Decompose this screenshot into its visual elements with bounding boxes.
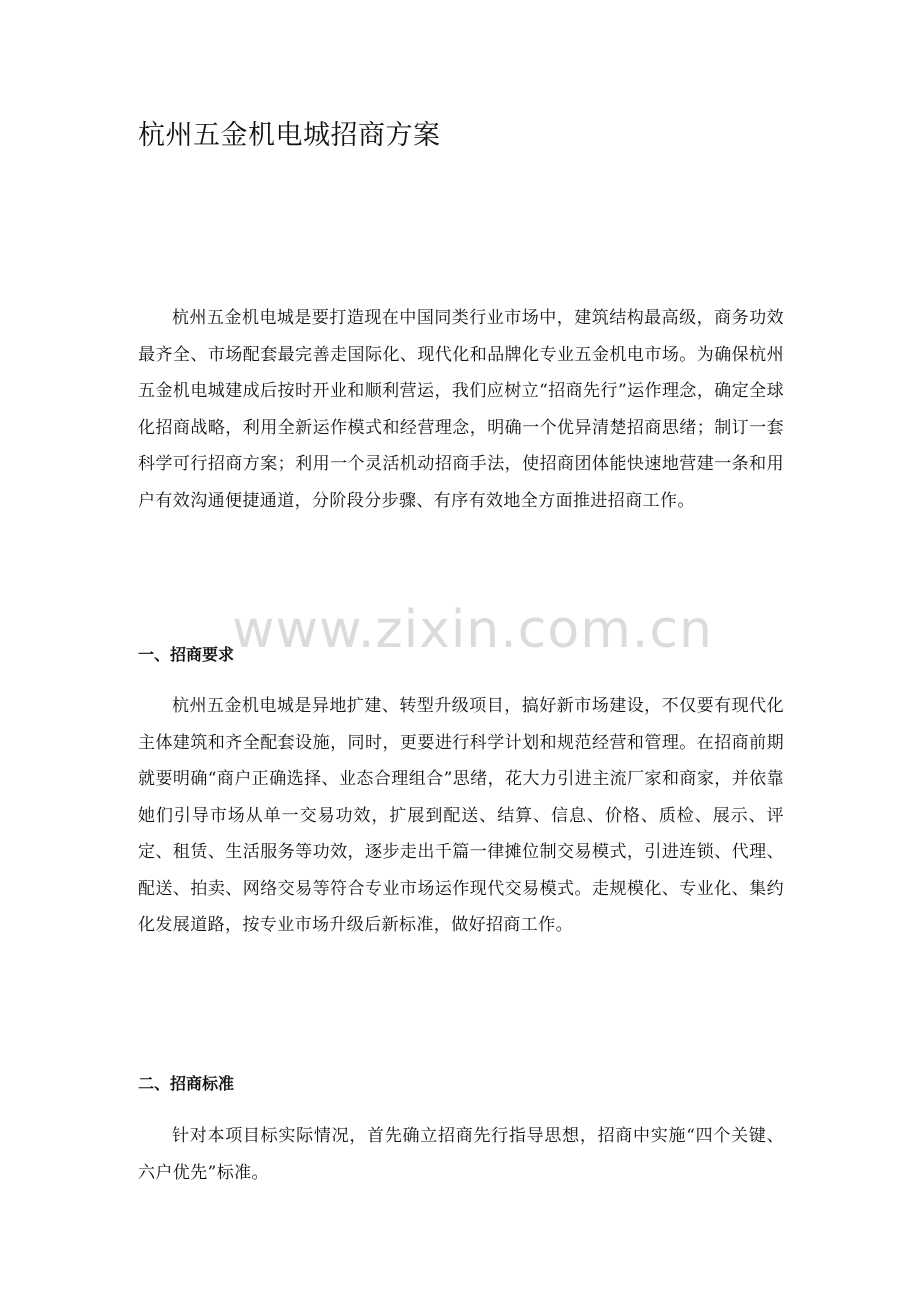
watermark: www.zixin.com.cn	[232, 600, 713, 660]
document-title: 杭州五金机电城招商方案	[138, 120, 441, 151]
section-body-requirements: 杭州五金机电城是异地扩建、转型升级项目，搞好新市场建设，不仅要有现代化主体建筑和齐全配套设施，同时，更要进行科学计划和规范经营和管理。在招商前期就要明确“商户正确选择、业态合理组合”思绪，花大力引进主流厂家和商家，并依靠她们引导市场从单一交易功效，扩展到配送、结算、信息、价格、质检、展示、评定、租赁、生活服务等功效，逐步走出千篇一律摊位制交易模式，引进连锁、代理、配送、拍卖、网络交易等符合专业市场运作现代交易模式。走规模化、专业化、集约化发展道路，按专业市场升级后新标准，做好招商工作。	[138, 696, 784, 935]
intro-paragraph: 杭州五金机电城是要打造现在中国同类行业市场中，建筑结构最高级，商务功效最齐全、市场配套最完善走国际化、现代化和品牌化专业五金机电市场。为确保杭州五金机电城建成后按时开业和顺利营运，我们应树立“招商先行”运作理念，确定全球化招商战略，利用全新运作模式和经营理念，明确一个优异清楚招商思绪；制订一套科学可行招商方案；利用一个灵活机动招商手法，使招商团体能快速地营建一条和用户有效沟通便捷通道，分阶段分步骤、有序有效地全方面推进招商工作。	[138, 308, 784, 511]
section-body-standards: 针对本项目标实际情况，首先确立招商先行指导思想，招商中实施“四个关键、六户优先”标准。	[138, 1126, 784, 1183]
section-heading-requirements: 一、招商要求	[138, 645, 235, 664]
section-heading-standards: 二、招商标准	[138, 1074, 235, 1093]
